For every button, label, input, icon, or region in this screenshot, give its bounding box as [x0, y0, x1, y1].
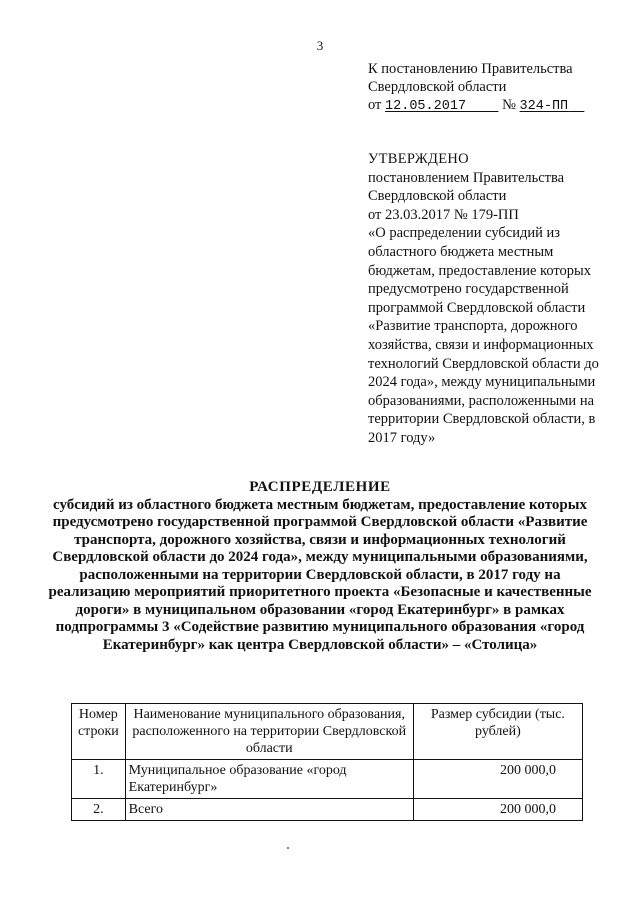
heading-title: РАСПРЕДЕЛЕНИЕ — [249, 479, 391, 495]
addressee-line-1: К постановлению Правительства — [368, 61, 573, 77]
approval-line-1: постановлением Правительства — [368, 169, 565, 186]
table-row — [72, 799, 583, 821]
row-name-cell: Всего — [125, 799, 413, 821]
heading-subtitle: субсидий из областного бюджета местным бюджетам, предоставление которых предусмотрено государственной программой Свердловской области «Развитие транспорта, дорожного хозяйства, связи и информационных технологий Свердловской области до 2024 года», между муниципальными образованиями, расположенными на территории Свердловской области, в 2017 году на реализацию мероприятий приоритетного проекта «Безопасные и качественные дороги» в муниципальном образовании «город Екатеринбург» в рамках подпрограммы 3 «Содействие развитию муниципального образования «город Екатеринбург» как центра Свердловской области» – «Столица» — [48, 496, 592, 653]
number-prefix: № — [502, 97, 516, 113]
document-heading — [40, 479, 600, 654]
table-header-row — [72, 704, 583, 760]
addressee-block — [368, 60, 584, 116]
date-prefix: от — [368, 97, 382, 113]
addressee-line-2: Свердловской области — [368, 79, 507, 95]
col-header-row-number: Номер строки — [72, 704, 126, 760]
subsidy-table — [71, 703, 583, 821]
approval-line-3: от 23.03.2017 № 179-ПП — [368, 206, 519, 223]
approval-line-2: Свердловской области — [368, 188, 507, 205]
table-row — [72, 760, 583, 799]
col-header-name: Наименование муниципального образования, расположенного на территории Свердловской области — [125, 704, 413, 760]
page-number: 3 — [316, 38, 324, 53]
row-number-cell: 1. — [72, 760, 126, 799]
addressee-date-line — [368, 96, 584, 116]
col-header-amount: Размер субсидии (тыс. рублей) — [413, 704, 582, 760]
scan-speck — [287, 847, 289, 849]
row-number-cell: 2. — [72, 799, 126, 821]
resolution-number: 324-ПП — [519, 99, 569, 114]
approval-basis-title: «О распределении субсидий из областного бюджета местным бюджетам, предоставление которых предусмотрено государственной программой Свердловской области «Развитие транспорта, дорожного хозяйства, связи и информационных технологий Свердловской области до 2024 года», между муниципальными образованиями, расположенными на территории Свердловской области, в 2017 году» — [368, 225, 599, 446]
row-name-cell: Муниципальное образование «город Екатеринбург» — [125, 760, 413, 799]
approval-block — [368, 150, 613, 448]
resolution-date: 12.05.2017 — [385, 99, 467, 114]
row-amount-cell: 200 000,0 — [413, 760, 582, 799]
approval-label: УТВЕРЖДЕНО — [368, 151, 469, 167]
row-amount-cell: 200 000,0 — [413, 799, 582, 821]
